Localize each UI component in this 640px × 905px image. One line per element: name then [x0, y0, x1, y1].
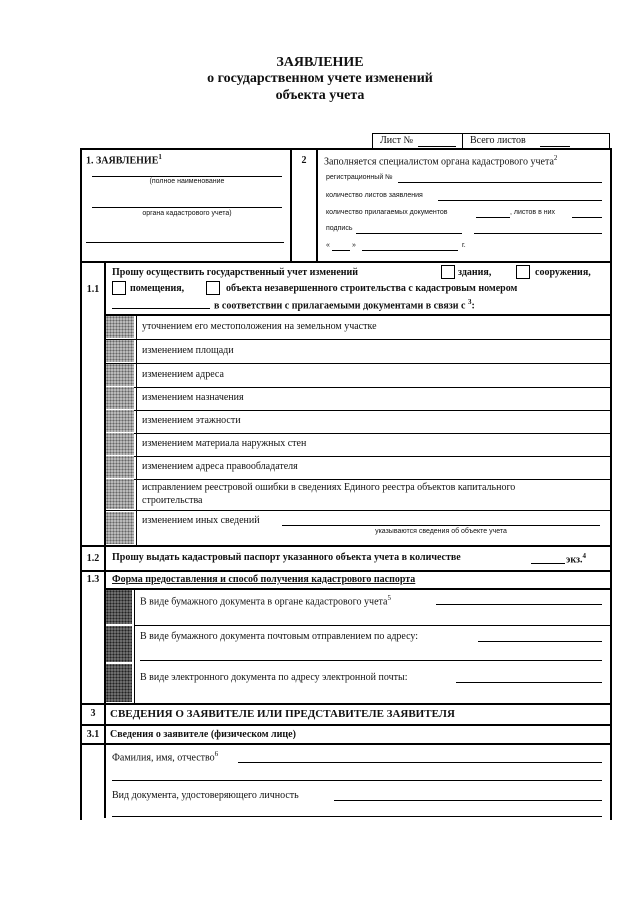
- s3-title: СВЕДЕНИЯ О ЗАЯВИТЕЛЕ ИЛИ ПРЕДСТАВИТЕЛЕ ЗАЯВИТЕЛЯ: [110, 708, 455, 720]
- section-1-2-number: 1.2: [86, 553, 100, 564]
- sheets-in-them-label: , листов в них: [510, 209, 556, 216]
- option-paper-office-marker[interactable]: [106, 590, 132, 624]
- s13-opt2: В виде бумажного документа почтовым отправлением по адресу:: [140, 631, 419, 642]
- document-subtitle-line2: объекта учета: [275, 88, 365, 103]
- reason-checkbox[interactable]: [106, 410, 134, 432]
- reason-checkbox[interactable]: [106, 456, 134, 478]
- organ-name-hint-2: органа кадастрового учета): [142, 210, 232, 217]
- sheets-count-label: количество листов заявления: [326, 192, 423, 199]
- date-year: г.: [462, 242, 466, 249]
- option-structure-label: сооружения,: [535, 267, 591, 278]
- reason-other-hint: указываются сведения об объекте учета: [375, 528, 507, 535]
- document-subtitle-line1: о государственном учете изменений: [207, 71, 433, 86]
- checkbox-unfinished[interactable]: [206, 281, 220, 295]
- checkbox-building[interactable]: [441, 265, 455, 279]
- reason-label: изменением адреса правообладателя: [142, 461, 298, 472]
- s31-title: Сведения о заявителе (физическом лице): [110, 729, 296, 740]
- section-3-1-number: 3.1: [86, 729, 100, 740]
- s13-opt3: В виде электронного документа по адресу электронной почты:: [140, 672, 408, 683]
- s11-line3: в соответствии с прилагаемыми документами в связи с $^3$:: [214, 298, 475, 312]
- s12-text: Прошу выдать кадастровый паспорт указанного объекта учета в количестве: [112, 552, 461, 563]
- reason-other-field[interactable]: [282, 525, 600, 526]
- date-open: «: [326, 242, 330, 249]
- total-sheets-label: Всего листов: [470, 135, 526, 146]
- s11-line2: объекта незавершенного строительства с кадастровым номером: [226, 283, 518, 294]
- reason-checkbox[interactable]: [106, 387, 134, 409]
- s13-title: Форма предоставления и способ получения кадастрового паспорта: [112, 574, 416, 585]
- option-building-label: здания,: [458, 267, 492, 278]
- docs-count-label: количество прилагаемых документов: [326, 209, 448, 216]
- section1-label: 1. ЗАЯВЛЕНИЕ$^1$: [86, 153, 162, 167]
- option-electronic-marker[interactable]: [106, 664, 132, 702]
- document-title: ЗАЯВЛЕНИЕ: [276, 55, 364, 70]
- reason-label: изменением материала наружных стен: [142, 438, 307, 449]
- fio-label: Фамилия, имя, отчество$^6$: [112, 750, 219, 764]
- reason-label: изменением площади: [142, 345, 234, 356]
- reason-other-checkbox[interactable]: [106, 512, 134, 544]
- sheet-no-label: Лист №: [380, 135, 413, 146]
- section-1-3-number: 1.3: [86, 574, 100, 585]
- section2-number: 2: [301, 155, 307, 166]
- total-sheets-field[interactable]: [540, 146, 570, 147]
- reason-other-label: изменением иных сведений: [142, 515, 260, 526]
- date-mid: »: [352, 242, 356, 249]
- s11-line1: Прошу осуществить государственный учет изменений: [112, 267, 359, 278]
- section-3-number: 3: [90, 708, 96, 719]
- section2-title: Заполняется специалистом органа кадастрового учета$^2$: [324, 154, 558, 168]
- organ-name-hint: (полное наименование: [149, 178, 225, 185]
- reason-checkbox[interactable]: [106, 316, 134, 338]
- reason-label: изменением этажности: [142, 415, 241, 426]
- sheet-no-field[interactable]: [418, 146, 456, 147]
- signature-label: подпись: [326, 225, 353, 232]
- reason-label: уточнением его местоположения на земельном участке: [142, 321, 377, 332]
- checkbox-structure[interactable]: [516, 265, 530, 279]
- s13-opt1: В виде бумажного документа в органе кадастрового учета$^5$: [140, 594, 391, 608]
- reason-checkbox[interactable]: [106, 364, 134, 386]
- reason-checkbox[interactable]: [106, 433, 134, 455]
- reason-error-checkbox[interactable]: [106, 479, 134, 509]
- reg-no-label: регистрационный №: [326, 174, 393, 181]
- reason-label: изменением адреса: [142, 369, 224, 380]
- s12-suffix: экз.$^4$: [566, 552, 586, 566]
- option-paper-post-marker[interactable]: [106, 626, 132, 662]
- section-1-1-number: 1.1: [86, 284, 100, 295]
- reason-error-line1: исправлением реестровой ошибки в сведениях Единого реестра объектов капитального: [142, 482, 516, 493]
- id-doc-label: Вид документа, удостоверяющего личность: [112, 790, 299, 801]
- checkbox-premises[interactable]: [112, 281, 126, 295]
- reason-checkbox[interactable]: [106, 340, 134, 362]
- option-premises-label: помещения,: [130, 283, 185, 294]
- reason-label: изменением назначения: [142, 392, 244, 403]
- reason-error-line2: строительства: [142, 495, 203, 506]
